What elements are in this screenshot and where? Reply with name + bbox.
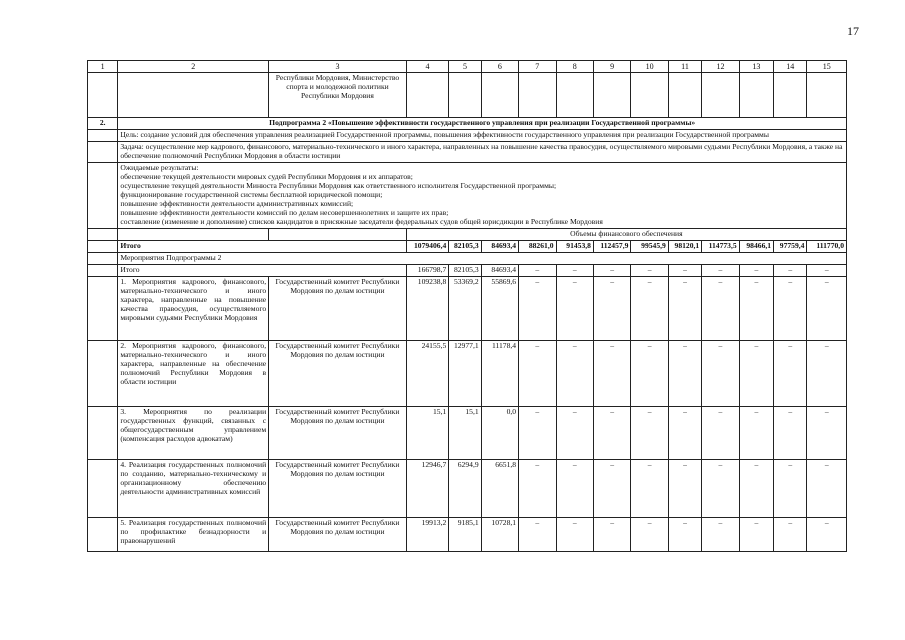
activity-value: – <box>774 340 807 406</box>
subtotal-value: – <box>556 264 593 276</box>
goal-text: Цель: создание условий для обеспечения управления реализацией Государственной программы, повышения эффективности государственного управления при реализации Государственной программы <box>118 130 847 142</box>
subtotal-value: 82105,3 <box>449 264 481 276</box>
activity-value: – <box>807 276 847 340</box>
activity-value: – <box>556 276 593 340</box>
total-value: 88261,0 <box>519 240 556 252</box>
activity-value: – <box>668 340 701 406</box>
total-value: 1079406,4 <box>406 240 449 252</box>
activity-name: 3. Мероприятия по реализации государственных функций, связанных с общегосударственным управлением (компенсация расходов адвокатам) <box>118 406 269 459</box>
cell <box>118 228 269 240</box>
activity-value: – <box>556 406 593 459</box>
cell <box>88 340 118 406</box>
activity-value: – <box>739 276 773 340</box>
activity-value: – <box>631 340 668 406</box>
activity-value: 24155,5 <box>406 340 449 406</box>
subtotal-label: Итого <box>118 264 406 276</box>
cell <box>118 73 269 118</box>
activity-value: – <box>702 517 739 551</box>
column-number: 6 <box>481 61 518 73</box>
activity-value: – <box>631 276 668 340</box>
activity-value: – <box>631 459 668 517</box>
cell <box>269 228 407 240</box>
activity-value: – <box>593 406 630 459</box>
activity-value: – <box>556 517 593 551</box>
column-number: 11 <box>668 61 701 73</box>
activity-value: – <box>668 276 701 340</box>
column-number: 3 <box>269 61 407 73</box>
cell <box>668 73 701 118</box>
task-text: Задача: осуществление мер кадрового, финансового, материально-технического и иного характера, направленных на повышение качества правосудия, осуществляемого мировыми судьями Республики Мордовия, а также на обеспечение полномочий Республики Мордовия в области юстиции <box>118 142 847 163</box>
cell <box>807 73 847 118</box>
cell <box>774 73 807 118</box>
activity-value: – <box>631 517 668 551</box>
activity-value: – <box>702 406 739 459</box>
cell <box>88 130 118 142</box>
total-value: 82105,3 <box>449 240 481 252</box>
activity-value: 6294,9 <box>449 459 481 517</box>
column-number: 7 <box>519 61 556 73</box>
cell <box>406 73 449 118</box>
subtotal-value: – <box>807 264 847 276</box>
subtotal-value: – <box>739 264 773 276</box>
activities-header: Мероприятия Подпрограммы 2 <box>118 252 847 264</box>
result-line: функционирование государственной системы бесплатной юридической помощи; <box>120 190 383 200</box>
cell <box>88 228 118 240</box>
column-number: 13 <box>739 61 773 73</box>
column-number: 9 <box>593 61 630 73</box>
activity-value: 53369,2 <box>449 276 481 340</box>
activity-value: – <box>593 276 630 340</box>
executor-cell: Республики Мордовия, Министерство спорта и молодежной политики Республики Мордовия <box>269 73 407 118</box>
cell <box>88 517 118 551</box>
activity-value: – <box>807 340 847 406</box>
total-value: 99545,9 <box>631 240 668 252</box>
column-number-row <box>88 61 847 73</box>
activity-value: – <box>668 517 701 551</box>
results-row <box>88 163 847 229</box>
subprogram-title: Подпрограмма 2 «Повышение эффективности государственного управления при реализации Государственной программы» <box>118 118 847 130</box>
activity-value: – <box>739 406 773 459</box>
total-value: 98466,1 <box>739 240 773 252</box>
activity-value: – <box>519 406 556 459</box>
activity-value: – <box>519 459 556 517</box>
result-line: повышение эффективности деятельности комиссий по делам несовершеннолетних и защите их прав; <box>120 208 449 218</box>
subtotal-value: 84693,4 <box>481 264 518 276</box>
activity-value: – <box>774 276 807 340</box>
cell <box>556 73 593 118</box>
cell <box>702 73 739 118</box>
cell <box>519 73 556 118</box>
cell <box>88 142 118 163</box>
activity-value: – <box>774 406 807 459</box>
activity-value: – <box>807 517 847 551</box>
total-value: 91453,8 <box>556 240 593 252</box>
activity-value: – <box>774 517 807 551</box>
total-value: 98120,1 <box>668 240 701 252</box>
total-row <box>88 240 847 252</box>
cell <box>88 252 118 264</box>
activity-executor: Государственный комитет Республики Мордовия по делам юстиции <box>269 340 407 406</box>
subprogram-row <box>88 118 847 130</box>
activity-row <box>88 517 847 551</box>
column-number: 10 <box>631 61 668 73</box>
activity-value: 109238,8 <box>406 276 449 340</box>
activity-value: 0,0 <box>481 406 518 459</box>
activity-executor: Государственный комитет Республики Мордовия по делам юстиции <box>269 459 407 517</box>
activity-value: – <box>807 406 847 459</box>
cell <box>449 73 481 118</box>
activity-value: 19913,2 <box>406 517 449 551</box>
activity-value: – <box>807 459 847 517</box>
activity-value: – <box>556 340 593 406</box>
activity-value: 12946,7 <box>406 459 449 517</box>
program-table <box>87 60 847 552</box>
column-number: 5 <box>449 61 481 73</box>
subtotal-value: 166798,7 <box>406 264 449 276</box>
activity-value: – <box>739 459 773 517</box>
task-row <box>88 142 847 163</box>
cell <box>631 73 668 118</box>
cell <box>88 406 118 459</box>
cell <box>88 163 118 229</box>
result-line: обеспечение текущей деятельности мировых судей Республики Мордовия и их аппаратов; <box>120 172 413 182</box>
activity-value: – <box>668 406 701 459</box>
activity-value: – <box>556 459 593 517</box>
cell <box>593 73 630 118</box>
column-number: 14 <box>774 61 807 73</box>
activity-value: – <box>668 459 701 517</box>
activity-value: – <box>519 276 556 340</box>
activity-value: – <box>702 340 739 406</box>
activity-row <box>88 459 847 517</box>
subtotal-value: – <box>631 264 668 276</box>
subprogram-number: 2. <box>88 118 118 130</box>
activity-name: 5. Реализация государственных полномочий по профилактике безнадзорности и правонарушений <box>118 517 269 551</box>
activity-value: 15,1 <box>449 406 481 459</box>
activity-value: – <box>593 459 630 517</box>
total-value: 111770,0 <box>807 240 847 252</box>
column-number: 1 <box>88 61 118 73</box>
expected-results <box>118 163 847 229</box>
activity-name: 2. Мероприятия кадрового, финансового, материально-технического и иного характера, направленные на обеспечение полномочий Республики Мордовия в области юстиции <box>118 340 269 406</box>
activity-value: – <box>702 276 739 340</box>
subtotal-value: – <box>593 264 630 276</box>
activity-executor: Государственный комитет Республики Мордовия по делам юстиции <box>269 406 407 459</box>
total-label: Итого <box>118 240 406 252</box>
activity-value: 55869,6 <box>481 276 518 340</box>
activity-name: 4. Реализация государственных полномочий по созданию, материально-техническому и организационному обеспечению деятельности административных комиссий <box>118 459 269 517</box>
subtotal-value: – <box>702 264 739 276</box>
cell <box>88 240 118 252</box>
activity-row <box>88 406 847 459</box>
activity-row <box>88 340 847 406</box>
activity-value: – <box>739 340 773 406</box>
subtotal-value: – <box>668 264 701 276</box>
result-line: повышение эффективности деятельности административных комиссий; <box>120 199 354 209</box>
activity-value: 11178,4 <box>481 340 518 406</box>
cell <box>88 264 118 276</box>
activity-name: 1. Мероприятия кадрового, финансового, материально-технического и иного характера, направленные на повышение качества правосудия, осуществляемого мировыми судьями Республики Мордовия <box>118 276 269 340</box>
activity-value: – <box>593 517 630 551</box>
total-value: 112457,9 <box>593 240 630 252</box>
activity-value: – <box>519 340 556 406</box>
goal-row <box>88 130 847 142</box>
subtotal-value: – <box>774 264 807 276</box>
subtotal-row <box>88 264 847 276</box>
activity-executor: Государственный комитет Республики Мордовия по делам юстиции <box>269 276 407 340</box>
activity-value: 9185,1 <box>449 517 481 551</box>
activity-value: 12977,1 <box>449 340 481 406</box>
activity-value: 15,1 <box>406 406 449 459</box>
activity-row <box>88 276 847 340</box>
activity-value: – <box>702 459 739 517</box>
activity-value: 6651,8 <box>481 459 518 517</box>
column-number: 8 <box>556 61 593 73</box>
total-value: 97759,4 <box>774 240 807 252</box>
cell <box>88 276 118 340</box>
funding-header: Объемы финансового обеспечения <box>406 228 846 240</box>
column-number: 2 <box>118 61 269 73</box>
continuation-row <box>88 73 847 118</box>
total-value: 114773,5 <box>702 240 739 252</box>
activity-value: – <box>631 406 668 459</box>
activity-value: – <box>593 340 630 406</box>
cell <box>88 73 118 118</box>
activity-value: 10728,1 <box>481 517 518 551</box>
funding-header-row <box>88 228 847 240</box>
cell <box>88 459 118 517</box>
column-number: 4 <box>406 61 449 73</box>
cell <box>739 73 773 118</box>
result-line: Ожидаемые результаты: <box>120 163 199 173</box>
cell <box>481 73 518 118</box>
subtotal-value: – <box>519 264 556 276</box>
column-number: 12 <box>702 61 739 73</box>
total-value: 84693,4 <box>481 240 518 252</box>
result-line: составление (изменение и дополнение) списков кандидатов в присяжные заседатели федеральных судов общей юрисдикции в Республике Мордовия <box>120 216 603 226</box>
activity-value: – <box>519 517 556 551</box>
activities-header-row <box>88 252 847 264</box>
activity-value: – <box>739 517 773 551</box>
activity-value: – <box>774 459 807 517</box>
result-line: осуществление текущей деятельности Минюста Республики Мордовия как ответственного исполнителя Государственной программы; <box>120 181 557 191</box>
page-number: 17 <box>847 24 859 38</box>
activity-executor: Государственный комитет Республики Мордовия по делам юстиции <box>269 517 407 551</box>
column-number: 15 <box>807 61 847 73</box>
